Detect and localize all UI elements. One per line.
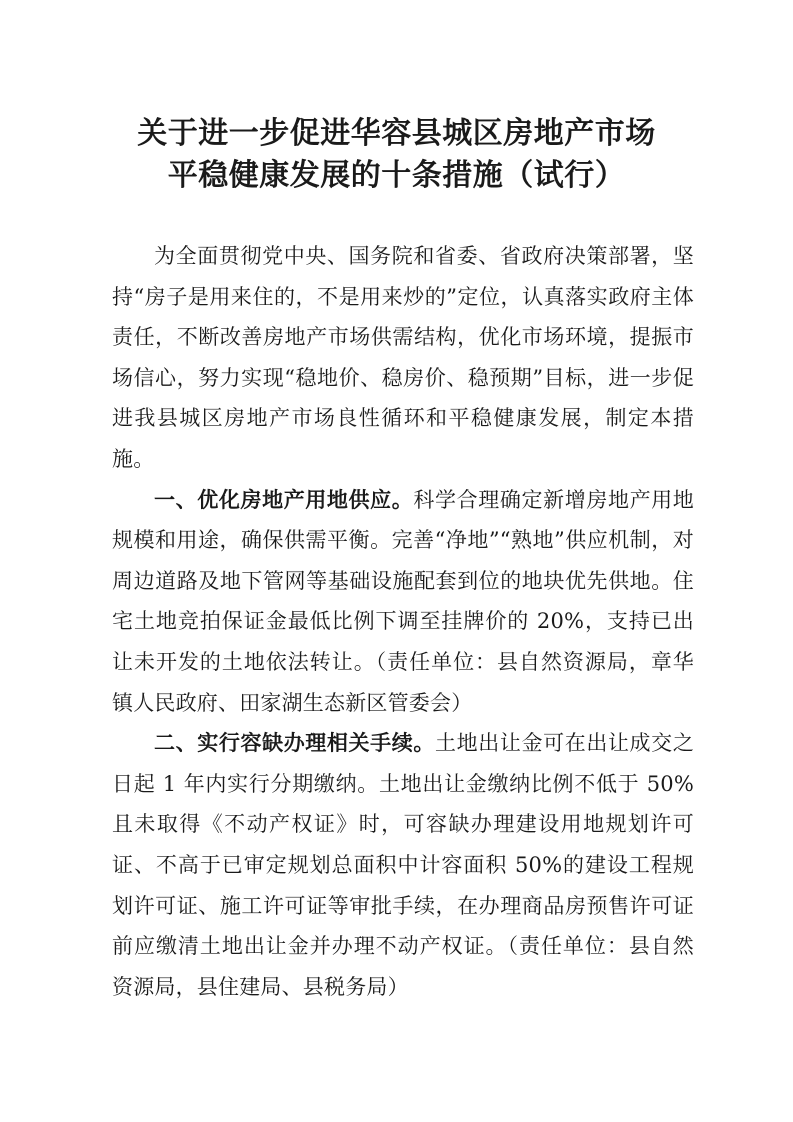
section-1-heading: 一、优化房地产用地供应。 xyxy=(154,487,414,512)
section-1-text: 科学合理确定新增房地产用地规模和用途，确保供需平衡。完善“净地”“熟地”供应机制，对周边道路及地下管网等基础设施配套到位的地块优先供地。住宅土地竞拍保证金最低比例下调至挂牌价的 20%，支持已出让未开发的土地依法转让。（责任单位：县自然资源局，章华镇人民政府、田家湖生态新区管委会） xyxy=(112,487,694,715)
intro-paragraph: 为全面贯彻党中央、国务院和省委、省政府决策部署，坚持“房子是用来住的，不是用来炒的”定位，认真落实政府主体责任，不断改善房地产市场供需结构，优化市场环境，提振市场信心，努力实现“稳地价、稳房价、稳预期”目标，进一步促进我县城区房地产市场良性循环和平稳健康发展，制定本措施。 xyxy=(112,244,694,471)
section-1-paragraph xyxy=(112,480,694,724)
document-title-line-1: 关于进一步促进华容县城区房地产市场 xyxy=(137,116,656,151)
section-2-text: 土地出让金可在出让成交之日起 1 年内实行分期缴纳。土地出让金缴纳比例不低于 50%且未取得《不动产权证》时，可容缺办理建设用地规划许可证、不高于已审定规划总面积中计容面积 50%的建设工程规划许可证、施工许可证等审批手续，在办理商品房预售许可证前应缴清土地出让金并办理不动产权证。（责任单位：县自然资源局，县住建局、县税务局） xyxy=(112,731,694,999)
document-body xyxy=(112,236,694,1007)
section-2-heading: 二、实行容缺办理相关手续。 xyxy=(154,731,436,756)
document-title-line-2: 平稳健康发展的十条措施（试行） xyxy=(167,158,626,193)
section-2-paragraph xyxy=(112,723,694,1007)
